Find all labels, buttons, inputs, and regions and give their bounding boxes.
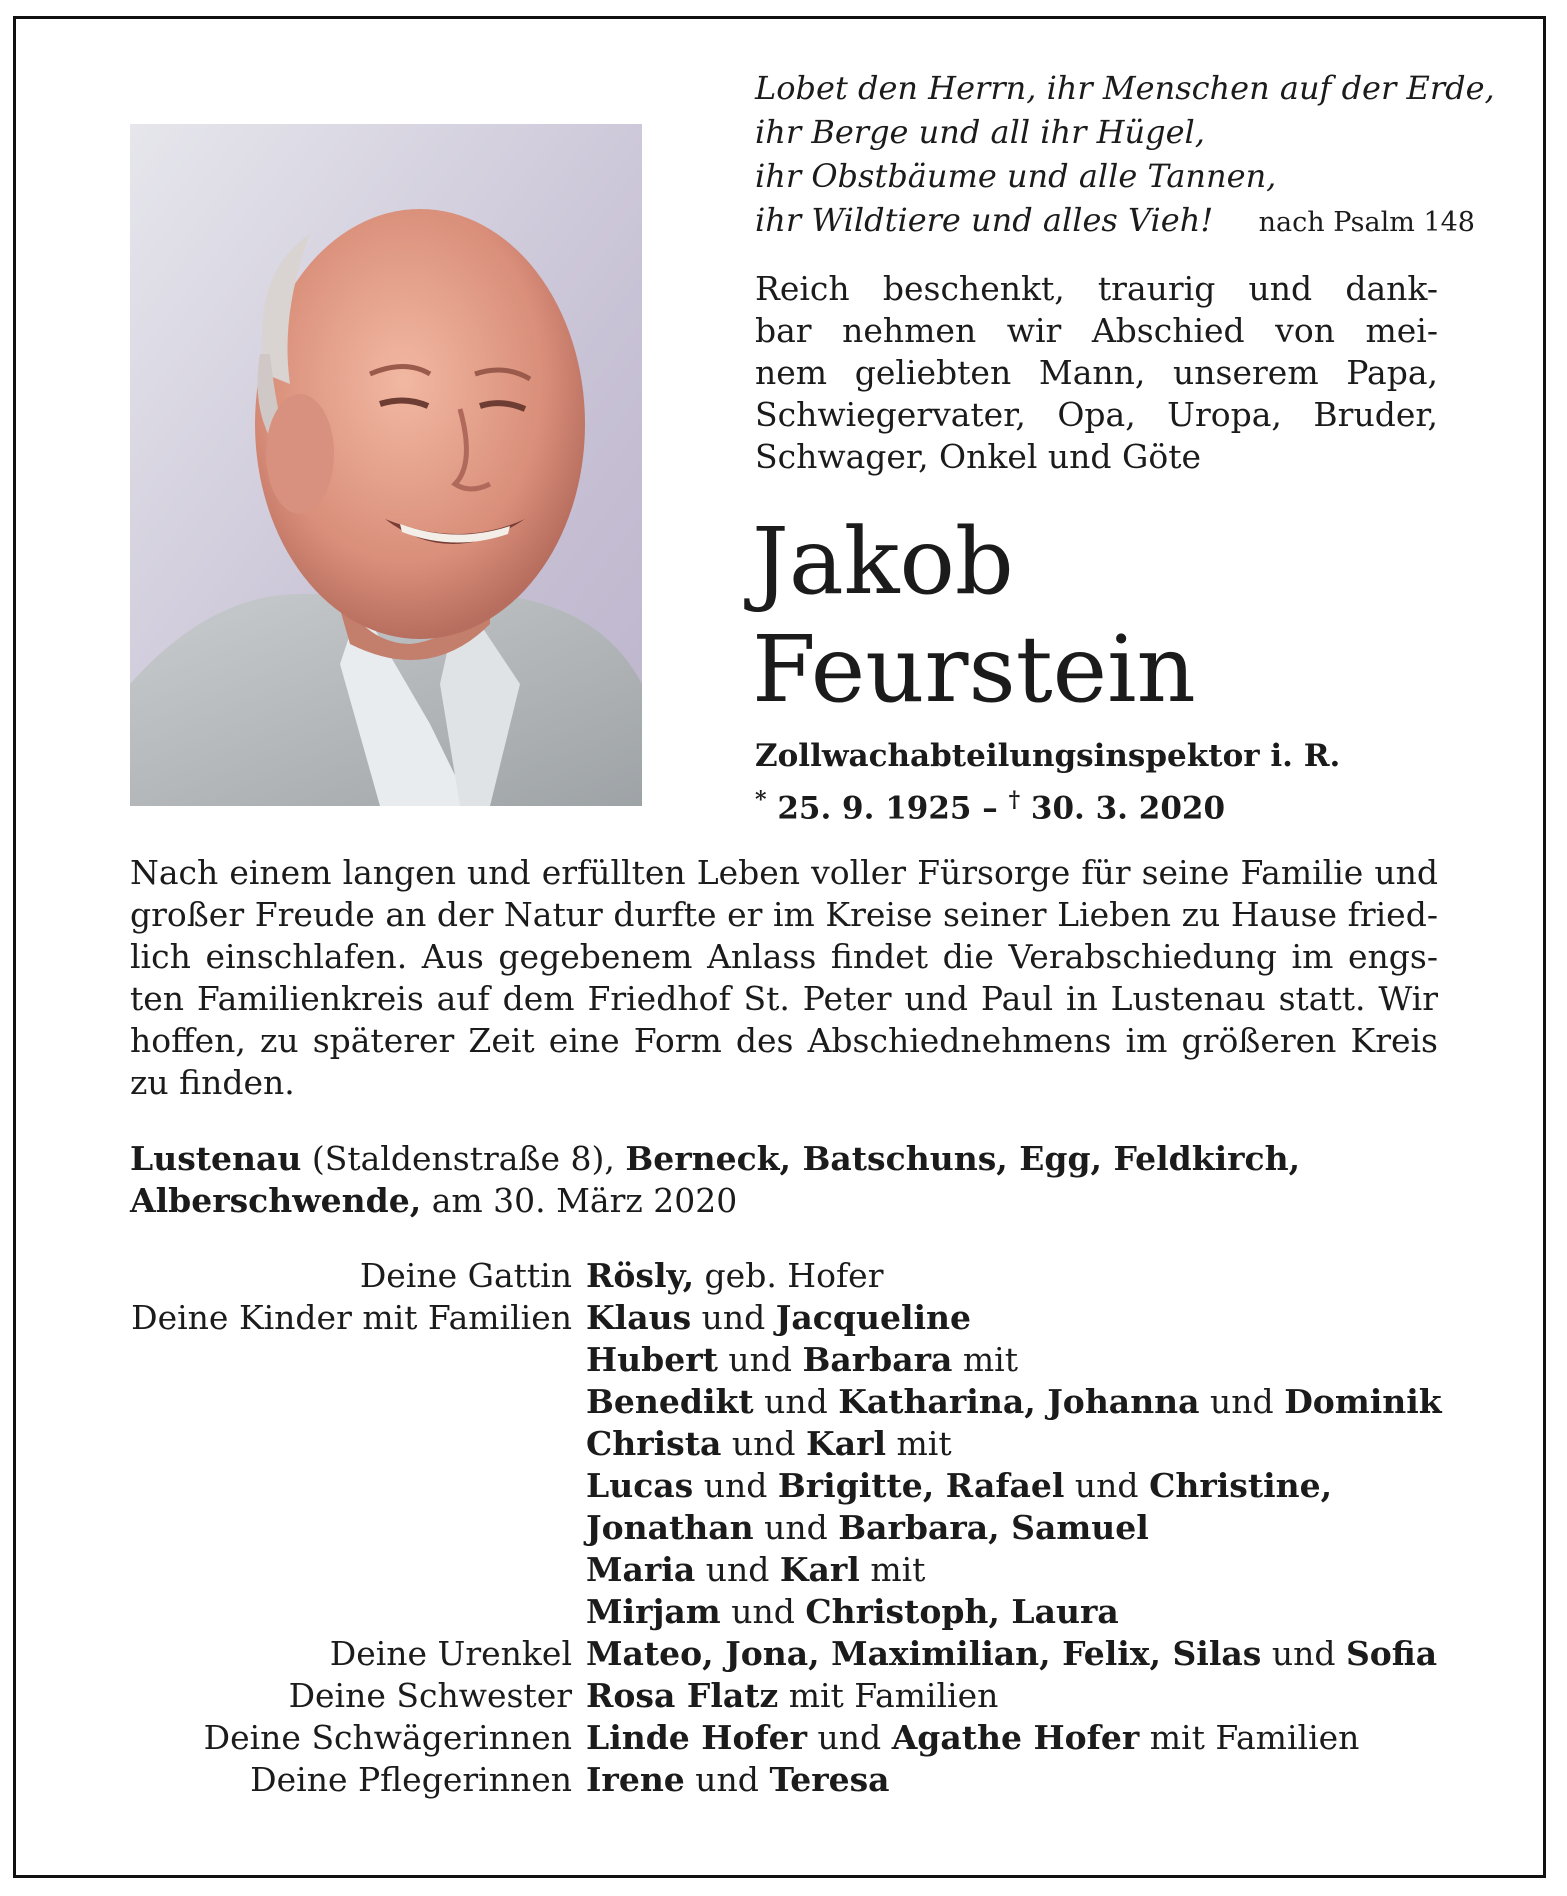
mourner-text: und bbox=[753, 1508, 839, 1547]
mourner-row bbox=[100, 1381, 1500, 1423]
died-symbol: † bbox=[1008, 787, 1021, 813]
mourner-name: Benedikt bbox=[586, 1382, 754, 1421]
mourner-text: und bbox=[684, 1760, 770, 1799]
places-line bbox=[130, 1138, 1300, 1180]
mourner-row bbox=[100, 1675, 1500, 1717]
mourner-text: mit Familien bbox=[778, 1676, 999, 1715]
mourner-text: mit bbox=[886, 1424, 952, 1463]
intro-paragraph bbox=[755, 268, 1438, 478]
places-and-date bbox=[130, 1138, 1300, 1222]
mourner-text: und bbox=[721, 1424, 807, 1463]
mourner-names bbox=[586, 1549, 925, 1591]
relation-label bbox=[100, 1339, 586, 1381]
mourner-row bbox=[100, 1297, 1500, 1339]
mourner-name: Teresa bbox=[769, 1760, 890, 1799]
mourner-name: Sofia bbox=[1345, 1634, 1438, 1673]
mourner-names bbox=[586, 1507, 1149, 1549]
mourner-name: Linde Hofer bbox=[586, 1718, 808, 1757]
intro-line: nem geliebten Mann, unserem Papa, bbox=[755, 353, 1438, 392]
mourner-name: Hubert bbox=[586, 1340, 718, 1379]
mourner-name: Mateo, Jona, Maximilian, Felix, Silas bbox=[586, 1634, 1262, 1673]
mourner-row bbox=[100, 1549, 1500, 1591]
relation-label bbox=[100, 1465, 586, 1507]
body-line: zu finden. bbox=[130, 1063, 295, 1102]
relation-label bbox=[100, 1423, 586, 1465]
mourner-row bbox=[100, 1423, 1500, 1465]
deceased-title: Zollwachabteilungsinspektor i. R. bbox=[755, 738, 1341, 774]
mourner-text: und bbox=[1261, 1634, 1346, 1673]
intro-line: Reich beschenkt, traurig und dank- bbox=[755, 269, 1438, 308]
psalm-line: ihr Berge und all ihr Hügel, bbox=[755, 113, 1205, 151]
mourner-row bbox=[100, 1255, 1500, 1297]
mourner-row bbox=[100, 1507, 1500, 1549]
body-paragraph bbox=[130, 852, 1438, 1104]
mourner-name: Maria bbox=[586, 1550, 696, 1589]
intro-line: Schwiegervater, Opa, Uropa, Bruder, bbox=[755, 395, 1438, 434]
mourner-text: mit bbox=[952, 1340, 1018, 1379]
mourner-names bbox=[586, 1255, 883, 1297]
psalm-line: ihr Obstbäume und alle Tannen, bbox=[755, 157, 1277, 195]
mourner-names bbox=[586, 1759, 890, 1801]
mourner-name: Christine, bbox=[1149, 1466, 1333, 1505]
mourner-text: und bbox=[693, 1466, 778, 1505]
relation-label: Deine Kinder mit Familien bbox=[131, 1298, 572, 1337]
relation-label bbox=[100, 1381, 586, 1423]
life-dates bbox=[755, 778, 1225, 830]
mourner-name: Katharina, Johanna bbox=[838, 1382, 1200, 1421]
mourner-name: Lucas bbox=[586, 1466, 694, 1505]
relation-label: Deine Schwägerinnen bbox=[203, 1718, 572, 1757]
mourner-name: Rosa Flatz bbox=[586, 1676, 779, 1715]
body-line: ten Familienkreis auf dem Friedhof St. Peter und Paul in Lustenau statt. Wir bbox=[130, 979, 1438, 1018]
mourner-name: Barbara bbox=[802, 1340, 953, 1379]
mourner-row bbox=[100, 1759, 1500, 1801]
date-separator: – bbox=[982, 790, 998, 827]
place-names: Berneck, Batschuns, Egg, Feldkirch, bbox=[625, 1139, 1301, 1178]
mourner-row bbox=[100, 1339, 1500, 1381]
body-line: großer Freude an der Natur durfte er im Kreise seiner Lieben zu Hause fried- bbox=[130, 895, 1438, 934]
body-line: Nach einem langen und erfüllten Leben voller Fürsorge für seine Familie und bbox=[130, 853, 1438, 892]
mourner-name: Jonathan bbox=[586, 1508, 754, 1547]
psalm-line: Lobet den Herrn, ihr Menschen auf der Erde, bbox=[755, 69, 1495, 107]
relation-label: Deine Urenkel bbox=[329, 1634, 572, 1673]
mourner-text: und bbox=[720, 1592, 806, 1631]
place-name: Alberschwende, bbox=[130, 1181, 422, 1220]
mourner-names bbox=[586, 1675, 998, 1717]
mourner-text: und bbox=[691, 1298, 776, 1337]
mourner-text: und bbox=[1064, 1466, 1150, 1505]
psalm-source: nach Psalm 148 bbox=[1258, 207, 1475, 238]
mourner-names bbox=[586, 1633, 1437, 1675]
mourner-name: Agathe Hofer bbox=[891, 1718, 1140, 1757]
mourner-row bbox=[100, 1591, 1500, 1633]
mourner-names bbox=[586, 1339, 1018, 1381]
relation-label: Deine Schwester bbox=[288, 1676, 572, 1715]
place-name: Lustenau bbox=[130, 1139, 302, 1178]
mourner-text: und bbox=[717, 1340, 803, 1379]
date-text: am 30. März 2020 bbox=[421, 1181, 738, 1220]
mourner-names bbox=[586, 1465, 1332, 1507]
address: (Staldenstraße 8), bbox=[301, 1139, 626, 1178]
intro-line: Schwager, Onkel und Göte bbox=[755, 437, 1202, 476]
psalm-quote bbox=[755, 66, 1495, 242]
mourner-text: mit bbox=[859, 1550, 926, 1589]
psalm-line: ihr Wildtiere und alles Vieh! bbox=[755, 201, 1214, 239]
mourner-text: und bbox=[807, 1718, 892, 1757]
mourner-name: Rösly, bbox=[586, 1256, 695, 1295]
mourner-name: Mirjam bbox=[586, 1592, 721, 1631]
mourner-name: Christoph, Laura bbox=[805, 1592, 1119, 1631]
death-date: 30. 3. 2020 bbox=[1030, 790, 1226, 827]
mourner-names bbox=[586, 1423, 952, 1465]
mourner-name: Barbara, Samuel bbox=[838, 1508, 1149, 1547]
portrait-illustration bbox=[130, 124, 642, 806]
mourner-name: Irene bbox=[586, 1760, 685, 1799]
mourner-row bbox=[100, 1633, 1500, 1675]
mourner-names bbox=[586, 1381, 1442, 1423]
mourner-text: und bbox=[753, 1382, 839, 1421]
portrait-photo bbox=[130, 124, 642, 806]
birth-date: 25. 9. 1925 bbox=[777, 790, 972, 827]
mourner-name: Klaus bbox=[586, 1298, 692, 1337]
mourner-text: und bbox=[1199, 1382, 1285, 1421]
relation-label bbox=[100, 1591, 586, 1633]
mourner-text: und bbox=[695, 1550, 780, 1589]
mourner-name: Karl bbox=[779, 1550, 860, 1589]
mourner-text: mit Familien bbox=[1139, 1718, 1360, 1757]
relation-label bbox=[100, 1507, 586, 1549]
relation-label: Deine Gattin bbox=[359, 1256, 572, 1295]
first-name: Jakob bbox=[752, 508, 1014, 615]
last-name: Feurstein bbox=[752, 616, 1196, 723]
mourner-text: geb. Hofer bbox=[694, 1256, 884, 1295]
body-line: lich einschlafen. Aus gegebenem Anlass findet die Verabschiedung im engs- bbox=[130, 937, 1438, 976]
mourner-names bbox=[586, 1297, 971, 1339]
mourner-row bbox=[100, 1465, 1500, 1507]
mourner-name: Jacqueline bbox=[775, 1298, 972, 1337]
intro-line: bar nehmen wir Abschied von mei- bbox=[755, 311, 1438, 350]
mourner-name: Dominik bbox=[1284, 1382, 1442, 1421]
body-line: hoffen, zu späterer Zeit eine Form des Abschiednehmens im größeren Kreis bbox=[130, 1021, 1438, 1060]
mourner-row bbox=[100, 1717, 1500, 1759]
mourner-name: Brigitte, Rafael bbox=[777, 1466, 1065, 1505]
relation-label bbox=[100, 1549, 586, 1591]
mourner-name: Karl bbox=[806, 1424, 887, 1463]
relation-label: Deine Pflegerinnen bbox=[250, 1760, 572, 1799]
mourner-names bbox=[586, 1591, 1119, 1633]
mourner-names bbox=[586, 1717, 1359, 1759]
mourners-list bbox=[100, 1255, 1500, 1801]
born-symbol: * bbox=[755, 787, 767, 813]
mourner-name: Christa bbox=[586, 1424, 722, 1463]
deceased-name bbox=[752, 508, 1196, 724]
places-line bbox=[130, 1180, 1300, 1222]
